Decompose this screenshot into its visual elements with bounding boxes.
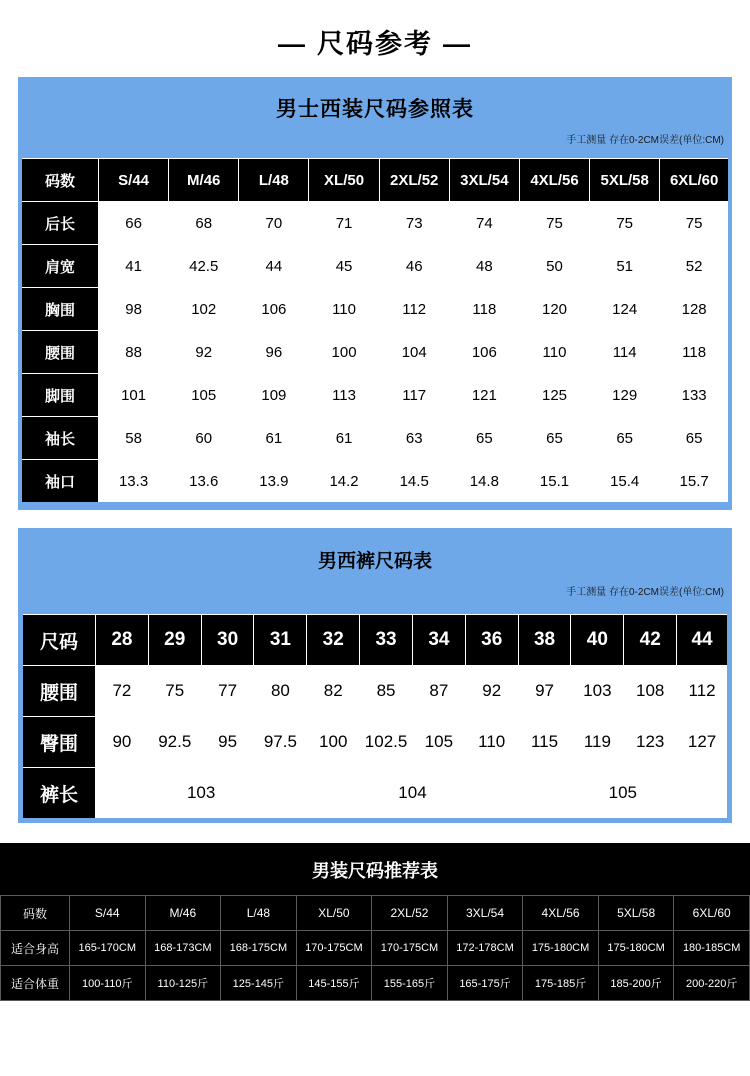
pants-cell: 82 xyxy=(307,666,360,717)
jacket-cell: 110 xyxy=(309,288,379,331)
pants-column-header: 33 xyxy=(360,615,413,666)
pants-cell: 77 xyxy=(201,666,254,717)
table-header-row xyxy=(1,896,750,931)
table-row xyxy=(21,768,730,821)
recommend-table xyxy=(0,895,750,1001)
table-row xyxy=(20,374,730,417)
pants-cell: 105 xyxy=(412,717,465,768)
pants-length-header: 裤长 xyxy=(21,768,96,821)
jacket-cell: 51 xyxy=(590,245,660,288)
jacket-cell: 129 xyxy=(590,374,660,417)
recommend-cell: 175-185斤 xyxy=(523,966,599,1001)
jacket-cell: 75 xyxy=(590,202,660,245)
pants-column-header: 28 xyxy=(96,615,149,666)
jacket-cell: 133 xyxy=(660,374,730,417)
jacket-cell: 88 xyxy=(99,331,169,374)
pants-column-header: 29 xyxy=(148,615,201,666)
pants-cell: 127 xyxy=(677,717,730,768)
recommend-cell: 145-155斤 xyxy=(296,966,372,1001)
table-row xyxy=(20,288,730,331)
recommend-column-header: L/48 xyxy=(221,896,297,931)
jacket-cell: 60 xyxy=(169,417,239,460)
pants-row-header: 腰围 xyxy=(21,666,96,717)
jacket-cell: 65 xyxy=(519,417,589,460)
table-row xyxy=(1,931,750,966)
jacket-cell: 109 xyxy=(239,374,309,417)
pants-row-header: 臀围 xyxy=(21,717,96,768)
recommend-cell: 180-185CM xyxy=(674,931,750,966)
jacket-cell: 124 xyxy=(590,288,660,331)
table-row xyxy=(20,417,730,460)
pants-cell: 103 xyxy=(571,666,624,717)
recommend-column-header: 3XL/54 xyxy=(447,896,523,931)
jacket-size-table xyxy=(18,158,732,506)
recommend-cell: 165-170CM xyxy=(70,931,146,966)
pants-length-cell: 104 xyxy=(307,768,518,821)
jacket-row-header: 袖口 xyxy=(20,460,99,505)
recommend-cell: 155-165斤 xyxy=(372,966,448,1001)
pants-column-header: 30 xyxy=(201,615,254,666)
jacket-cell: 48 xyxy=(449,245,519,288)
jacket-cell: 14.8 xyxy=(449,460,519,505)
jacket-cell: 114 xyxy=(590,331,660,374)
jacket-cell: 117 xyxy=(379,374,449,417)
pants-cell: 85 xyxy=(360,666,413,717)
pants-cell: 97 xyxy=(518,666,571,717)
table-row xyxy=(21,717,730,768)
jacket-cell: 92 xyxy=(169,331,239,374)
jacket-measure-note: 手工测量 存在0-2CM误差(单位:CM) xyxy=(566,135,724,146)
recommend-cell: 168-173CM xyxy=(145,931,221,966)
jacket-size-block xyxy=(18,77,732,510)
pants-cell: 80 xyxy=(254,666,307,717)
pants-table-title: 男西裤尺码表 xyxy=(317,551,432,572)
pants-size-table xyxy=(18,614,732,823)
jacket-cell: 52 xyxy=(660,245,730,288)
jacket-cell: 75 xyxy=(660,202,730,245)
pants-column-header: 44 xyxy=(677,615,730,666)
jacket-cell: 58 xyxy=(99,417,169,460)
jacket-cell: 61 xyxy=(309,417,379,460)
jacket-cell: 106 xyxy=(239,288,309,331)
jacket-cell: 74 xyxy=(449,202,519,245)
recommend-cell: 200-220斤 xyxy=(674,966,750,1001)
pants-cell: 97.5 xyxy=(254,717,307,768)
jacket-cell: 65 xyxy=(590,417,660,460)
jacket-cell: 41 xyxy=(99,245,169,288)
jacket-cell: 65 xyxy=(449,417,519,460)
jacket-column-header: 3XL/54 xyxy=(449,159,519,202)
recommend-column-header: 2XL/52 xyxy=(372,896,448,931)
page-title-text: 尺码参考 xyxy=(317,29,433,59)
jacket-cell: 128 xyxy=(660,288,730,331)
jacket-cell: 96 xyxy=(239,331,309,374)
jacket-table-header xyxy=(18,77,732,158)
recommend-cell: 185-200斤 xyxy=(598,966,674,1001)
pants-column-header: 40 xyxy=(571,615,624,666)
jacket-row-header: 袖长 xyxy=(20,417,99,460)
jacket-cell: 13.9 xyxy=(239,460,309,505)
pants-column-header: 36 xyxy=(465,615,518,666)
jacket-cell: 14.2 xyxy=(309,460,379,505)
recommend-row-header: 适合体重 xyxy=(1,966,70,1001)
title-dash-right: — xyxy=(443,29,472,59)
pants-cell: 72 xyxy=(96,666,149,717)
jacket-cell: 104 xyxy=(379,331,449,374)
jacket-row-header: 后长 xyxy=(20,202,99,245)
jacket-cell: 113 xyxy=(309,374,379,417)
recommend-cell: 172-178CM xyxy=(447,931,523,966)
jacket-cell: 61 xyxy=(239,417,309,460)
jacket-cell: 71 xyxy=(309,202,379,245)
page-title xyxy=(0,0,750,77)
recommend-column-header: M/46 xyxy=(145,896,221,931)
recommend-cell: 170-175CM xyxy=(296,931,372,966)
pants-size-block xyxy=(18,528,732,823)
jacket-column-header: S/44 xyxy=(99,159,169,202)
pants-length-cell: 105 xyxy=(518,768,729,821)
recommend-column-header: S/44 xyxy=(70,896,146,931)
pants-cell: 123 xyxy=(624,717,677,768)
jacket-cell: 13.3 xyxy=(99,460,169,505)
recommend-column-header: 4XL/56 xyxy=(523,896,599,931)
jacket-cell: 46 xyxy=(379,245,449,288)
jacket-cell: 102 xyxy=(169,288,239,331)
pants-table-wrapper xyxy=(18,528,732,823)
jacket-cell: 13.6 xyxy=(169,460,239,505)
table-row xyxy=(20,202,730,245)
jacket-column-header: M/46 xyxy=(169,159,239,202)
pants-length-cell: 103 xyxy=(96,768,307,821)
recommend-block xyxy=(0,843,750,1001)
recommend-table-title: 男装尺码推荐表 xyxy=(312,861,438,881)
table-row xyxy=(20,245,730,288)
jacket-cell: 100 xyxy=(309,331,379,374)
recommend-column-header: 6XL/60 xyxy=(674,896,750,931)
pants-column-header: 34 xyxy=(412,615,465,666)
jacket-cell: 15.7 xyxy=(660,460,730,505)
jacket-cell: 44 xyxy=(239,245,309,288)
jacket-column-header: L/48 xyxy=(239,159,309,202)
jacket-cell: 105 xyxy=(169,374,239,417)
jacket-cell: 63 xyxy=(379,417,449,460)
recommend-corner-header: 码数 xyxy=(1,896,70,931)
pants-column-header: 31 xyxy=(254,615,307,666)
pants-cell: 92.5 xyxy=(148,717,201,768)
pants-cell: 102.5 xyxy=(360,717,413,768)
jacket-cell: 118 xyxy=(449,288,519,331)
jacket-row-header: 脚围 xyxy=(20,374,99,417)
pants-cell: 75 xyxy=(148,666,201,717)
pants-column-header: 42 xyxy=(624,615,677,666)
pants-table-header xyxy=(18,528,732,614)
jacket-column-header: 4XL/56 xyxy=(519,159,589,202)
jacket-cell: 66 xyxy=(99,202,169,245)
jacket-cell: 125 xyxy=(519,374,589,417)
jacket-cell: 14.5 xyxy=(379,460,449,505)
jacket-cell: 45 xyxy=(309,245,379,288)
jacket-cell: 65 xyxy=(660,417,730,460)
recommend-cell: 175-180CM xyxy=(598,931,674,966)
jacket-cell: 120 xyxy=(519,288,589,331)
table-row xyxy=(20,460,730,505)
jacket-cell: 121 xyxy=(449,374,519,417)
jacket-cell: 15.4 xyxy=(590,460,660,505)
jacket-cell: 118 xyxy=(660,331,730,374)
pants-cell: 87 xyxy=(412,666,465,717)
jacket-cell: 70 xyxy=(239,202,309,245)
jacket-cell: 98 xyxy=(99,288,169,331)
jacket-column-header: 6XL/60 xyxy=(660,159,730,202)
table-row xyxy=(21,666,730,717)
jacket-cell: 68 xyxy=(169,202,239,245)
recommend-row-header: 适合身高 xyxy=(1,931,70,966)
pants-column-header: 32 xyxy=(307,615,360,666)
pants-cell: 90 xyxy=(96,717,149,768)
jacket-table-wrapper xyxy=(18,77,732,510)
pants-measure-note: 手工测量 存在0-2CM误差(单位:CM) xyxy=(566,587,724,598)
pants-cell: 119 xyxy=(571,717,624,768)
pants-column-header: 38 xyxy=(518,615,571,666)
jacket-row-header: 肩宽 xyxy=(20,245,99,288)
jacket-cell: 73 xyxy=(379,202,449,245)
jacket-cell: 42.5 xyxy=(169,245,239,288)
jacket-cell: 101 xyxy=(99,374,169,417)
title-dash-left: — xyxy=(278,29,307,59)
pants-cell: 92 xyxy=(465,666,518,717)
table-row xyxy=(1,966,750,1001)
pants-cell: 115 xyxy=(518,717,571,768)
recommend-cell: 165-175斤 xyxy=(447,966,523,1001)
recommend-column-header: XL/50 xyxy=(296,896,372,931)
jacket-table-title: 男士西装尺码参照表 xyxy=(276,98,474,121)
pants-cell: 100 xyxy=(307,717,360,768)
jacket-corner-header: 码数 xyxy=(20,159,99,202)
jacket-column-header: 5XL/58 xyxy=(590,159,660,202)
jacket-cell: 106 xyxy=(449,331,519,374)
pants-cell: 112 xyxy=(677,666,730,717)
jacket-cell: 75 xyxy=(519,202,589,245)
jacket-column-header: 2XL/52 xyxy=(379,159,449,202)
table-header-row xyxy=(21,615,730,666)
recommend-cell: 168-175CM xyxy=(221,931,297,966)
jacket-row-header: 胸围 xyxy=(20,288,99,331)
pants-cell: 108 xyxy=(624,666,677,717)
pants-cell: 110 xyxy=(465,717,518,768)
recommend-cell: 125-145斤 xyxy=(221,966,297,1001)
table-row xyxy=(20,331,730,374)
pants-corner-header: 尺码 xyxy=(21,615,96,666)
jacket-cell: 15.1 xyxy=(519,460,589,505)
jacket-cell: 112 xyxy=(379,288,449,331)
table-header-row xyxy=(20,159,730,202)
pants-cell: 95 xyxy=(201,717,254,768)
jacket-row-header: 腰围 xyxy=(20,331,99,374)
recommend-cell: 110-125斤 xyxy=(145,966,221,1001)
recommend-cell: 100-110斤 xyxy=(70,966,146,1001)
jacket-cell: 110 xyxy=(519,331,589,374)
recommend-cell: 175-180CM xyxy=(523,931,599,966)
jacket-cell: 50 xyxy=(519,245,589,288)
recommend-cell: 170-175CM xyxy=(372,931,448,966)
recommend-column-header: 5XL/58 xyxy=(598,896,674,931)
jacket-column-header: XL/50 xyxy=(309,159,379,202)
